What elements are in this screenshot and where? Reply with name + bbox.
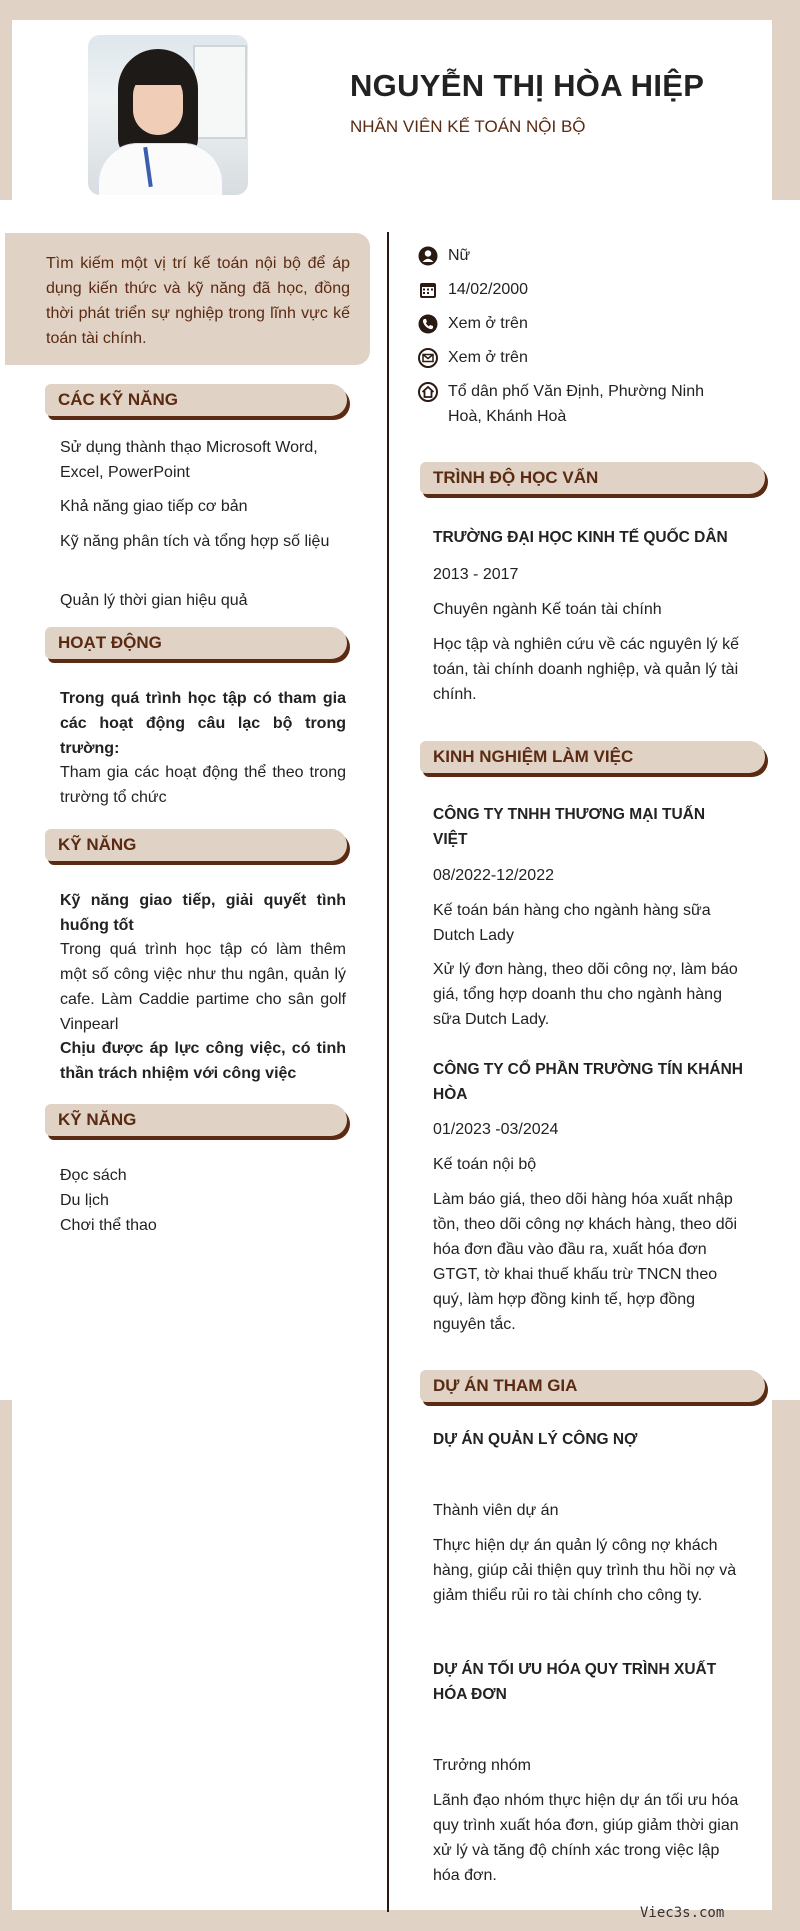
section-header-experience: [420, 741, 765, 773]
hobby-item: Đọc sách: [60, 1167, 127, 1184]
section-title: HOẠT ĐỘNG: [58, 633, 162, 652]
section-title: DỰ ÁN THAM GIA: [433, 1376, 578, 1395]
skill-item: Quản lý thời gian hiệu quả: [60, 592, 248, 609]
email-value: Xem ở trên: [448, 349, 528, 366]
project-description: Lãnh đạo nhóm thực hiện dự án tối ưu hóa quy trình xuất hóa đơn, giúp giảm thời gian xử lý và tăng độ chính xác trong việc lập hóa đơn.: [433, 1792, 739, 1884]
address-value: Tổ dân phố Văn Định, Phường Ninh Hoà, Khánh Hoà: [448, 383, 705, 425]
education-description: Học tập và nghiên cứu về các nguyên lý kế toán, tài chính doanh nghiệp, và quản lý tài chính.: [433, 636, 739, 703]
candidate-title: NHÂN VIÊN KẾ TOÁN NỘI BỘ: [350, 117, 586, 136]
section-header-hobbies: [45, 1104, 347, 1136]
project-role: Thành viên dự án: [433, 1502, 559, 1519]
career-objective: Tìm kiếm một vị trí kế toán nội bộ để áp dụng kiến thức và kỹ năng đã học, đồng thời phát triển sự nghiệp trong lĩnh vực kế toán tài chính.: [5, 233, 370, 365]
section-title: CÁC KỸ NĂNG: [58, 390, 178, 409]
job-period: 01/2023 -03/2024: [433, 1121, 559, 1138]
job-role: Kế toán bán hàng cho ngành hàng sữa Dutch Lady: [433, 902, 711, 944]
soft-skill-title: Kỹ năng giao tiếp, giải quyết tình huống tốt: [60, 892, 346, 934]
skill-item: Khả năng giao tiếp cơ bản: [60, 498, 248, 515]
project-name: DỰ ÁN TỐI ƯU HÓA QUY TRÌNH XUẤT HÓA ĐƠN: [433, 1661, 717, 1703]
email-icon: [418, 348, 438, 368]
soft-skill-description: Trong quá trình học tập có làm thêm một số công việc như thu ngân, quản lý cafe. Làm Caddie partime cho sân golf Vinpearl: [60, 941, 346, 1033]
activity-title: Trong quá trình học tập có tham gia các hoạt động câu lạc bộ trong trường:: [60, 690, 346, 757]
section-title: TRÌNH ĐỘ HỌC VẤN: [433, 468, 599, 487]
photo-background-window: [193, 45, 247, 139]
profile-photo: [88, 35, 248, 195]
section-title: KỸ NĂNG: [58, 835, 137, 854]
hobby-item: Du lịch: [60, 1192, 109, 1209]
section-header-skills: [45, 384, 347, 416]
section-title: KỸ NĂNG: [58, 1110, 137, 1129]
job-period: 08/2022-12/2022: [433, 867, 554, 884]
photo-shirt: [98, 143, 223, 195]
skill-item: Sử dụng thành thạo Microsoft Word, Excel, PowerPoint: [60, 439, 318, 481]
calendar-icon: [418, 280, 438, 300]
company-name: CÔNG TY CỔ PHẦN TRƯỜNG TÍN KHÁNH HÒA: [433, 1061, 743, 1103]
gender-value: Nữ: [448, 247, 471, 264]
photo-bangs: [130, 63, 186, 85]
phone-value: Xem ở trên: [448, 315, 528, 332]
project-description: Thực hiện dự án quản lý công nợ khách hàng, giúp cải thiện quy trình thu hồi nợ và giảm thiểu rủi ro tài chính cho công ty.: [433, 1537, 737, 1604]
hobby-item: Chơi thể thao: [60, 1217, 157, 1234]
section-header-activities: [45, 627, 347, 659]
job-description: Xử lý đơn hàng, theo dõi công nợ, làm báo giá, tổng hợp doanh thu cho ngành hàng sữa Dutch Lady.: [433, 961, 738, 1028]
company-name: CÔNG TY TNHH THƯƠNG MẠI TUẤN VIỆT: [433, 806, 706, 848]
job-description: Làm báo giá, theo dõi hàng hóa xuất nhập tồn, theo dõi công nợ khách hàng, theo dõi hóa đơn đầu vào đầu ra, xuất hóa đơn GTGT, tờ khai thuế khấu trừ TNCN theo quý, làm hợp đồng kinh tế, hợp đồng nguyên tắc.: [433, 1191, 738, 1333]
job-role: Kế toán nội bộ: [433, 1156, 537, 1173]
project-name: DỰ ÁN QUẢN LÝ CÔNG NỢ: [433, 1431, 638, 1448]
project-role: Trưởng nhóm: [433, 1757, 531, 1774]
candidate-name: NGUYỄN THỊ HÒA HIỆP: [350, 68, 705, 103]
section-title: KINH NGHIỆM LÀM VIỆC: [433, 747, 634, 766]
skill-item: Kỹ năng phân tích và tổng hợp số liệu: [60, 533, 330, 550]
activity-description: Tham gia các hoạt động thể theo trong trường tổ chức: [60, 764, 346, 806]
dob-value: 14/02/2000: [448, 281, 529, 298]
section-header-projects: [420, 1370, 765, 1402]
education-major: Chuyên ngành Kế toán tài chính: [433, 601, 662, 618]
phone-icon: [418, 314, 438, 334]
user-icon: [418, 246, 438, 266]
section-header-soft-skills: [45, 829, 347, 861]
soft-skill-title: Chịu được áp lực công việc, có tinh thần trách nhiệm với công việc: [60, 1040, 346, 1082]
watermark: Viec3s.com: [640, 1905, 725, 1921]
section-header-education: [420, 462, 765, 494]
school-name: TRƯỜNG ĐẠI HỌC KINH TẾ QUỐC DÂN: [433, 529, 728, 546]
education-years: 2013 - 2017: [433, 566, 519, 583]
column-divider: [387, 232, 389, 1912]
home-icon: [418, 382, 438, 402]
